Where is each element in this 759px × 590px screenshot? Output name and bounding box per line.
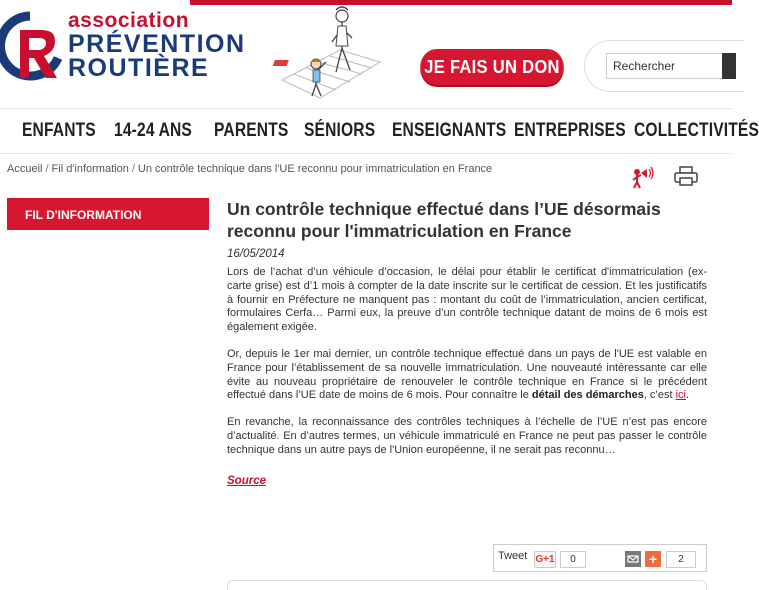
search-input[interactable] [606,53,724,79]
google-plus-button[interactable]: G+1 [534,551,556,568]
article-paragraph-1: Lors de l’achat d’un véhicule d’occasion, le délai pour établir le certificat d'immatriculation (ex-carte grise) est d’1 mois à compter de la date inscrite sur le certificat de cession. Et les justificatifs à fournir en Préfecture ne manquent pas : montant du coût de l’immatriculation, ancien certificat, formulaires Cerfa… Parmi eux, la preuve d’un contrôle technique datant de moins de 6 mois est également exigée. [227,266,707,334]
nav-item-seniors[interactable]: SÉNIORS [304,120,376,141]
logo-r-icon [0,12,64,84]
article-date: 16/05/2014 [227,248,285,260]
breadcrumb-current: Un contrôle technique dans l'UE reconnu pour immatriculation en France [137,163,493,175]
search-button[interactable] [722,53,736,79]
addthis-plus-icon[interactable]: + [645,551,661,567]
main-nav [0,108,759,154]
tweet-button[interactable]: Tweet [498,550,528,562]
article-paragraph-3: En revanche, la reconnaissance des contrôles techniques à l’échelle de l’UE n’est pas encore d’actualité. En d’autres termes, un véhicule immatriculé en France ne peut pas passer le contrôle technique dans un autre pays de l'Union européenne, il ne serait pas reconnu… [227,416,707,456]
breadcrumb-home-link[interactable]: Accueil [7,163,43,175]
p2-text-start: Or, depuis le 1er mai dernier, un contrôle technique effectué dans un pays de l'UE est valable en France pour l’établissement de sa nouvelle immatriculation. Une nouveauté intéressante car elle évite au nouveau propriétaire de renouveler le contrôle technique en France si le précédent effectué dans l’UE date de moins de 6 mois. Pour connaître le [227,347,707,402]
breadcrumb-fil-link[interactable]: Fil d'information [51,163,129,175]
print-icon[interactable] [674,166,698,186]
article-title: Un contrôle technique effectué dans l’UE désormais reconnu pour l'immatriculation en France [227,199,661,241]
next-content-box [227,580,707,590]
logo-line-prevention: PRÉVENTION [68,30,246,58]
share-bar [493,544,707,572]
breadcrumb-separator: / [131,163,135,175]
source-link[interactable]: Source [227,474,266,487]
demarches-bold-text: détail des démarches [531,389,644,402]
donate-button[interactable]: JE FAIS UN DON [420,49,564,85]
sidebar-tab-fil-information[interactable]: FIL D'INFORMATION [7,198,209,230]
nav-item-parents[interactable]: PARENTS [214,120,289,141]
nav-item-entreprises[interactable]: ENTREPRISES [514,120,626,141]
top-red-strip [190,0,732,5]
megaphone-icon[interactable] [628,164,658,190]
share-count: 2 [666,551,696,568]
nav-item-enseignants[interactable]: ENSEIGNANTS [392,120,507,141]
nav-item-enfants[interactable]: ENFANTS [22,120,96,141]
article-paragraph-2 [227,348,707,403]
article [227,198,707,489]
logo-line-routiere: ROUTIÈRE [68,54,210,82]
breadcrumb [7,163,492,175]
breadcrumb-separator: / [45,163,49,175]
pedestrian-crossing-illustration [280,2,390,102]
logo-line-association: association [68,9,190,32]
ici-link[interactable]: ici [675,389,686,402]
site-logo[interactable] [0,4,246,96]
google-plus-count: 0 [560,551,586,568]
p2-text-mid: , c’est [643,389,676,402]
nav-item-collectivites[interactable]: COLLECTIVITÉS [634,120,759,141]
mail-icon[interactable] [625,551,641,567]
nav-item-14-24-ans[interactable]: 14-24 ANS [114,120,192,141]
p2-text-end: . [686,389,690,402]
